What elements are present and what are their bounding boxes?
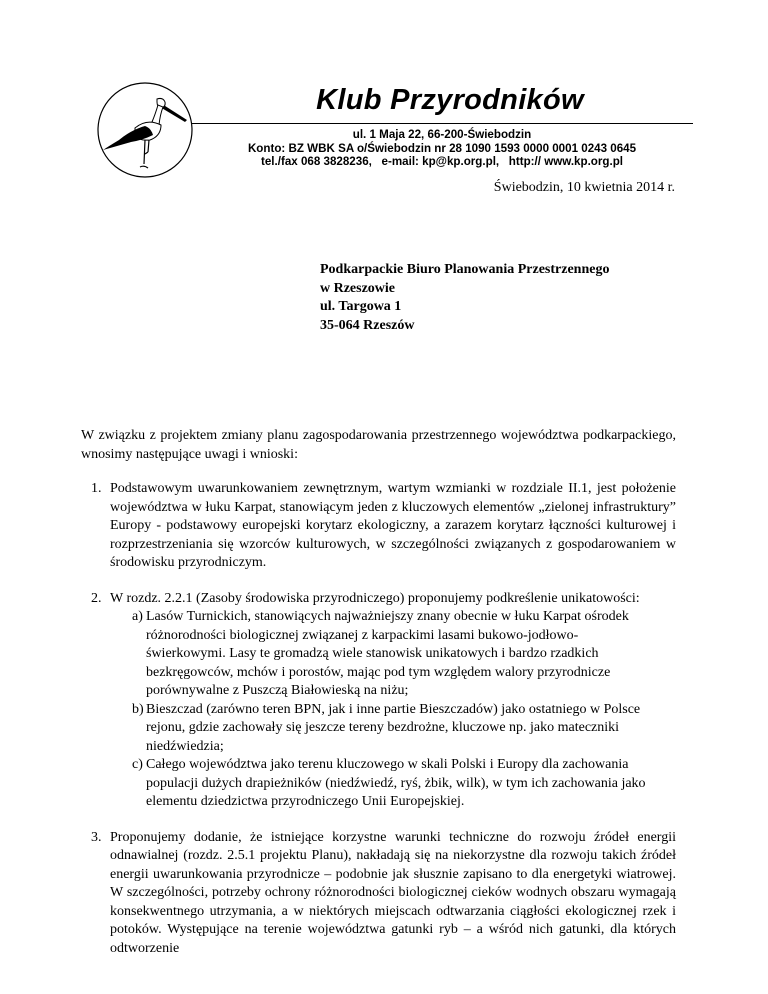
points-list <box>81 480 676 958</box>
org-contact-info: tel./fax 068 3828236, e-mail: kp@kp.org.pl, http:// www.kp.org.pl <box>261 155 623 168</box>
letter-body <box>81 427 676 975</box>
contact-block <box>191 128 693 169</box>
item-text: W rozdz. 2.2.1 (Zasoby środowiska przyrodniczego) proponujemy podkreślenie unikatowości: <box>110 590 640 606</box>
list-item <box>81 480 676 573</box>
sub-item-letter: c) <box>132 757 143 772</box>
item-text: Proponujemy dodanie, że istniejące korzystne warunki techniczne do rozwoju źródeł energii odnawialnej (rozdz. 2.5.1 projektu Planu), nakładają się na niekorzystne dla rozwoju takich źródeł energii uwarunkowania przyrodnicze – podobnie jak słusznie zapisano to dla energetyki wiatrowej. W szczególności, potrzeby ochrony różnorodności biologicznej cieków wodnych obszaru wymagają konsekwentnego utrzymania, a w niektórych miejscach odtwarzania ciągłości ekologicznej rzek i potoków. Występujące na terenie województwa gatunki ryb – a wśród nich gatunki, dla których odtworzenie <box>110 829 676 956</box>
organization-name: Klub Przyrodników <box>316 84 584 116</box>
recipient-line: ul. Targowa 1 <box>320 299 402 314</box>
sub-list-item <box>110 608 676 701</box>
sub-item-letter: b) <box>132 701 144 717</box>
recipient-line: Podkarpackie Biuro Planowania Przestrzennego <box>320 262 610 277</box>
item-text: Podstawowym uwarunkowaniem zewnętrznym, wartym wzmianki w rozdziale II.1, jest położenie województwa w łuku Karpat, stanowiącym jeden z kluczowych elementów „zielonej infrastruktury” Europy - podstawowy europejski korytarz ekologiczny, a zarazem korytarz łączności kulturowej i rozprzestrzeniania się wzorców kulturowych, w szczególności związanych z gospodarowaniem w środowisku przyrodniczym. <box>110 481 676 570</box>
list-item <box>81 829 676 959</box>
org-bank-account: Konto: BZ WBK SA o/Świebodzin nr 28 1090 1593 0000 0001 0243 0645 <box>247 141 637 155</box>
item-number: 3. <box>91 829 102 845</box>
sub-item-text: Lasów Turnickich, stanowiących najważniejszy znany obecnie w łuku Karpat ośrodek różnorodności biologicznej związanej z karpackimi lasami bukowo-jodłowo-świerkowymi. Lasy te gromadzą wiele stanowisk unikatowych i bardzo rzadkich bezkręgowców, mchów i porostów, mając pod tym względem walory przyrodnicze porównywalne z Puszczą Białowieską na niżu; <box>146 609 629 698</box>
sub-list-item <box>110 756 676 812</box>
sub-item-text: Bieszczad (zarówno teren BPN, jak i inne partie Bieszczadów) jako ostatniego w Polsce rejonu, gdzie zachowały się jeszcze tereny bezdrożne, kluczowe np. jako mateczniki niedźwiedzia; <box>146 701 641 754</box>
sub-item-letter: a) <box>132 609 143 624</box>
sub-list-item <box>110 701 676 757</box>
header-divider <box>191 123 693 124</box>
recipient-line: 35-064 Rzeszów <box>320 317 415 333</box>
letter-date: Świebodzin, 10 kwietnia 2014 r. <box>493 180 675 195</box>
list-item <box>81 590 676 812</box>
sub-list <box>110 608 676 812</box>
item-number: 1. <box>91 481 102 496</box>
recipient-line: w Rzeszowie <box>320 280 396 296</box>
org-address: ul. 1 Maja 22, 66-200-Świebodzin <box>352 128 532 141</box>
item-number: 2. <box>91 590 102 606</box>
sub-item-text: Całego województwa jako terenu kluczowego w skali Polski i Europy dla zachowania populacji dużych drapieżników (niedźwiedź, ryś, żbik, wilk), w tym ich zachowania jako elementu dziedzictwa przyrodniczego Unii Europejskiej. <box>146 757 646 809</box>
intro-paragraph: W związku z projektem zmiany planu zagospodarowania przestrzennego województwa podkarpackiego, wnosimy następujące uwagi i wnioski: <box>81 428 676 462</box>
recipient-address <box>320 261 609 335</box>
stork-logo <box>95 80 195 180</box>
